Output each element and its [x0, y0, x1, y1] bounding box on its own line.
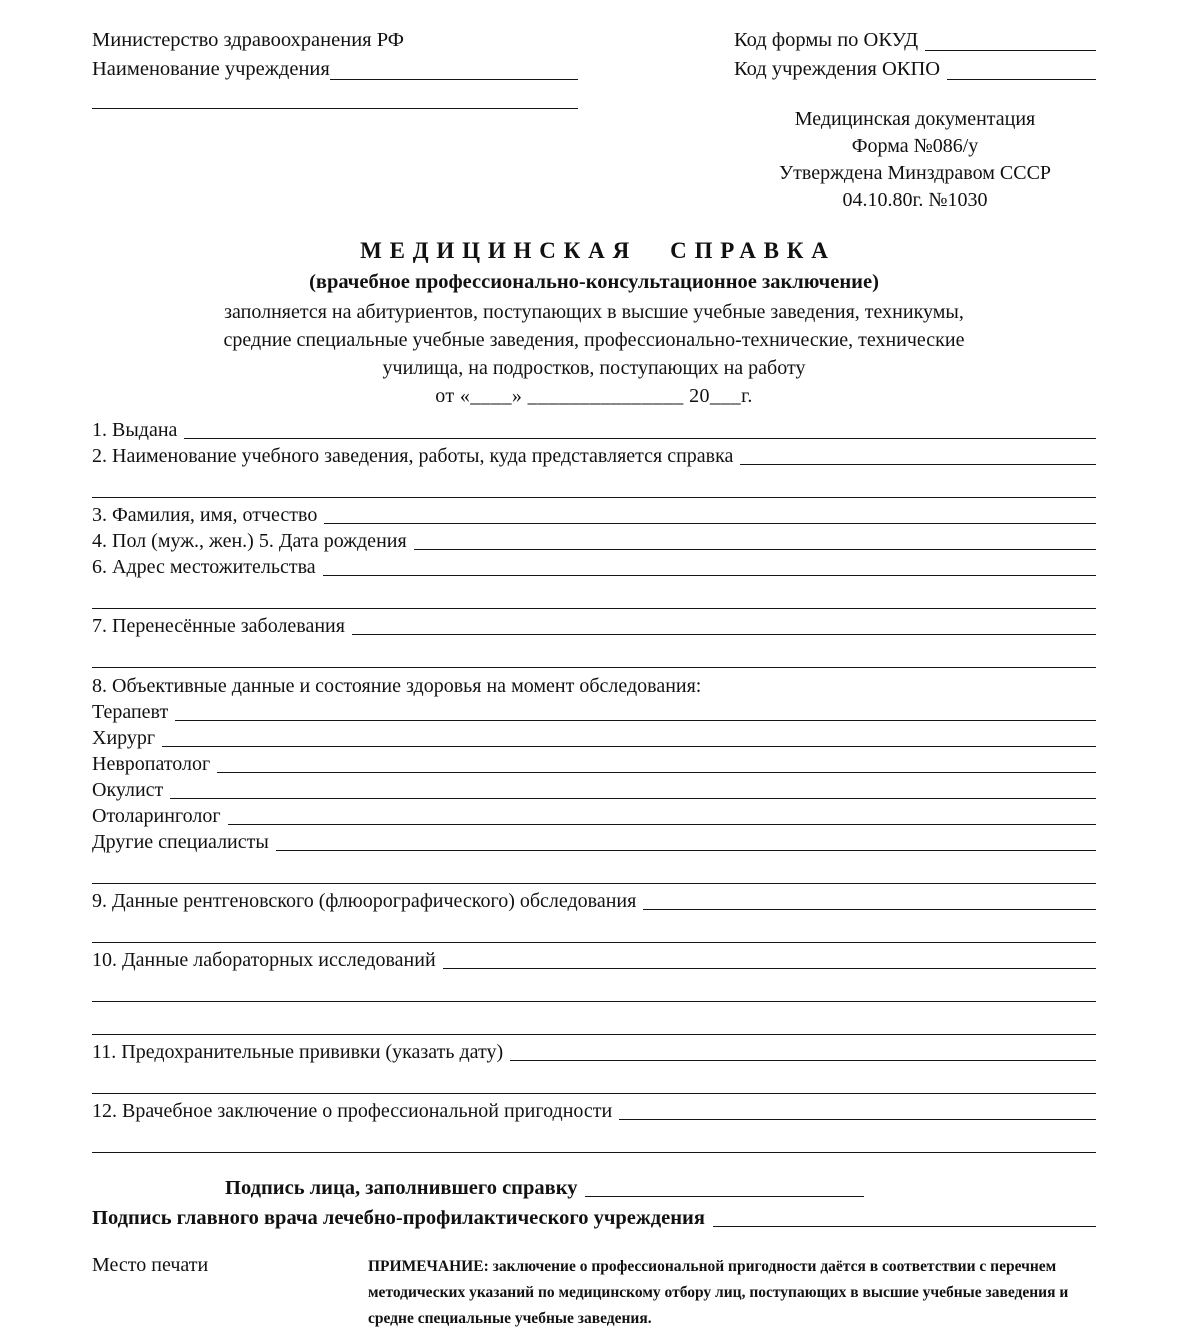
heading-objective-data — [92, 671, 1096, 698]
form-body — [92, 416, 1096, 1156]
blank-underline — [443, 968, 1096, 969]
blank-underline — [92, 108, 578, 109]
description-line: училища, на подростков, поступающих на работу — [382, 357, 806, 379]
field-otolaryngologist — [92, 802, 1096, 828]
form-description — [92, 298, 1096, 382]
continuation-line — [92, 1005, 1096, 1038]
blank-underline — [175, 720, 1096, 721]
field-label: 12. Врачебное заключение о профессиональной пригодности — [92, 1100, 613, 1122]
continuation-line — [92, 972, 1096, 1005]
field-label: Другие специалисты — [92, 831, 269, 853]
filler-signature-label: Подпись лица, заполнившего справку — [225, 1177, 578, 1199]
title-block — [92, 238, 1096, 408]
continuation-line — [92, 1064, 1096, 1097]
field-neurologist — [92, 750, 1096, 776]
continuation-line — [92, 468, 1096, 501]
blank-underline — [92, 1001, 1096, 1002]
blank-underline — [92, 608, 1096, 609]
okpo-code-row — [734, 55, 1096, 84]
blank-underline — [92, 1093, 1096, 1094]
signature-underline — [585, 1196, 864, 1197]
blank-underline — [276, 850, 1096, 851]
field-xray-data — [92, 887, 1096, 913]
approved-by-line: Утверждена Минздравом СССР — [778, 162, 1052, 184]
field-full-name — [92, 501, 1096, 527]
field-other-specialists — [92, 828, 1096, 854]
note-paragraph — [368, 1254, 1096, 1332]
field-label: 2. Наименование учебного заведения, работы, куда представляется справка — [92, 445, 734, 467]
institution-name-row — [92, 55, 578, 84]
field-vaccinations — [92, 1038, 1096, 1064]
okud-code-row — [734, 26, 1096, 55]
field-label: 11. Предохранительные прививки (указать дату) — [92, 1041, 504, 1063]
field-issued — [92, 416, 1096, 442]
form-header — [92, 26, 1096, 214]
field-surgeon — [92, 724, 1096, 750]
institution-label: Наименование учреждения — [92, 58, 330, 80]
form-number-line: Форма №086/у — [851, 135, 979, 157]
blank-underline — [217, 772, 1096, 773]
field-institution-name — [92, 442, 1096, 468]
chief-doctor-signature-label: Подпись главного врача лечебно-профилактического учреждения — [92, 1207, 705, 1229]
issue-date-line: от «____» _______________ 20___г. — [435, 385, 753, 407]
chief-doctor-signature-row — [92, 1200, 1096, 1230]
blank-underline — [92, 1034, 1096, 1035]
field-label: 4. Пол (муж., жен.) 5. Дата рождения — [92, 530, 407, 552]
blank-underline — [619, 1119, 1096, 1120]
blank-underline — [92, 942, 1096, 943]
continuation-line — [92, 913, 1096, 946]
field-label: Окулист — [92, 779, 164, 801]
footer-block — [92, 1254, 1096, 1332]
field-label: Отоларинголог — [92, 805, 221, 827]
blank-underline — [92, 667, 1096, 668]
field-label: 7. Перенесённые заболевания — [92, 615, 345, 637]
blank-underline — [414, 549, 1096, 550]
description-line: заполняется на абитуриентов, поступающих в высшие учебные заведения, техникумы, — [224, 301, 964, 323]
form-subtitle: (врачебное профессионально-консультационное заключение) — [309, 271, 879, 293]
blank-underline — [92, 497, 1096, 498]
blank-underline — [740, 464, 1096, 465]
seal-place-label: Место печати — [92, 1254, 209, 1276]
description-line: средние специальные учебные заведения, профессионально-технические, технические — [223, 329, 965, 351]
continuation-line — [92, 84, 578, 113]
signatures-block — [92, 1170, 1096, 1230]
field-address — [92, 553, 1096, 579]
field-label: Терапевт — [92, 701, 169, 723]
field-sex-birthdate — [92, 527, 1096, 553]
blank-underline — [323, 575, 1096, 576]
signature-underline — [713, 1226, 1096, 1227]
blank-underline — [510, 1060, 1096, 1061]
field-label: 9. Данные рентгеновского (флюорографического) обследования — [92, 890, 637, 912]
field-label: Хирург — [92, 727, 156, 749]
blank-underline — [162, 746, 1096, 747]
field-medical-conclusion — [92, 1097, 1096, 1123]
ministry-line: Министерство здравоохранения РФ — [92, 29, 404, 51]
header-left-block — [92, 26, 578, 113]
field-label: 1. Выдана — [92, 419, 178, 441]
continuation-line — [92, 854, 1096, 887]
blank-underline — [324, 523, 1096, 524]
blank-underline — [352, 634, 1096, 635]
header-right-block — [734, 26, 1096, 214]
blank-underline — [170, 798, 1096, 799]
field-past-illnesses — [92, 612, 1096, 638]
blank-underline — [184, 438, 1096, 439]
approval-date-line: 04.10.80г. №1030 — [842, 189, 988, 211]
continuation-line — [92, 1123, 1096, 1156]
form-title: МЕДИЦИНСКАЯ СПРАВКА — [360, 238, 836, 263]
field-lab-data — [92, 946, 1096, 972]
okpo-label: Код учреждения ОКПО — [734, 58, 941, 80]
continuation-line — [92, 638, 1096, 671]
blank-underline — [643, 909, 1096, 910]
blank-underline — [947, 79, 1096, 80]
blank-underline — [92, 883, 1096, 884]
okud-label: Код формы по ОКУД — [734, 29, 919, 51]
doc-type-line: Медицинская документация — [794, 108, 1036, 130]
note-text: заключение о профессиональной пригодности даётся в соответствии с перечнем методических указаний по медицинскому отбору лиц, поступающих в высшие учебные заведения и средне специальные учебные заведения. — [368, 1258, 1069, 1327]
blank-underline — [330, 79, 578, 80]
field-oculist — [92, 776, 1096, 802]
blank-underline — [925, 50, 1096, 51]
field-label: 6. Адрес местожительства — [92, 556, 316, 578]
field-label: 8. Объективные данные и состояние здоровья на момент обследования: — [92, 675, 702, 697]
field-label: Невропатолог — [92, 753, 211, 775]
blank-underline — [92, 1152, 1096, 1153]
field-therapist — [92, 698, 1096, 724]
document-stamp-block — [734, 106, 1096, 214]
blank-underline — [228, 824, 1096, 825]
continuation-line — [92, 579, 1096, 612]
filler-signature-row — [225, 1170, 864, 1200]
field-label: 3. Фамилия, имя, отчество — [92, 504, 318, 526]
note-label: ПРИМЕЧАНИЕ: — [368, 1258, 493, 1275]
field-label: 10. Данные лабораторных исследований — [92, 949, 436, 971]
